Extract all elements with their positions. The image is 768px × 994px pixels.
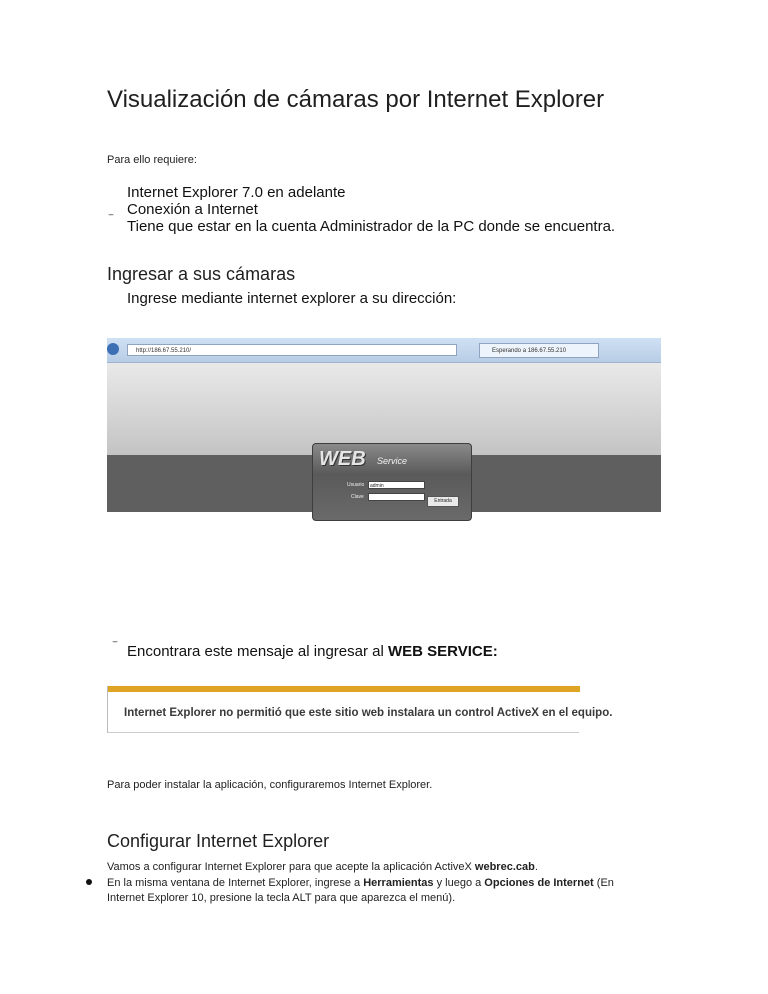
password-label: Clave [351, 494, 364, 500]
install-note: Para poder instalar la aplicación, configuraremos Internet Explorer. [107, 779, 433, 791]
config-line-2-text: y luego a [433, 877, 485, 889]
requirement-item: Internet Explorer 7.0 en adelante [127, 184, 346, 201]
message-line [127, 643, 498, 660]
web-service-logo: WEB [319, 448, 366, 470]
back-icon [107, 343, 119, 355]
config-line-2-text: En la misma ventana de Internet Explorer, ingrese a [107, 877, 364, 889]
browser-toolbar [107, 338, 661, 363]
message-bold: WEB SERVICE: [387, 643, 498, 660]
password-field [368, 493, 425, 501]
browser-screenshot [107, 338, 661, 638]
config-line-2-text: (En [593, 877, 614, 889]
page-title: Visualización de cámaras por Internet Explorer [107, 86, 605, 113]
activex-warning-screenshot [107, 686, 613, 733]
intro-text: Para ello requiere: [107, 154, 197, 166]
config-line-2 [107, 877, 614, 889]
config-line-1 [107, 861, 538, 873]
section-heading-configure: Configurar Internet Explorer [107, 831, 330, 851]
activex-filename: webrec.cab [474, 861, 535, 873]
bullet-marker [86, 879, 92, 885]
config-line-1-end: . [534, 861, 538, 873]
login-button: Entrada [427, 496, 459, 507]
web-service-login-panel [312, 443, 472, 521]
dash-marker: ‾ [109, 213, 113, 227]
web-service-logo-sub: Service [377, 456, 408, 466]
message-prefix: Encontrara este mensaje al ingresar al [127, 643, 388, 660]
user-label: Usuario [347, 482, 365, 488]
page-background [107, 363, 661, 455]
tools-menu-name: Herramientas [363, 877, 434, 889]
address-bar: http://186.67.55.210/ [127, 344, 457, 356]
config-line-3: Internet Explorer 10, presione la tecla ALT para que aparezca el menú). [107, 892, 456, 904]
section-heading-cameras: Ingresar a sus cámaras [107, 264, 296, 284]
requirement-item: Conexión a Internet [127, 201, 258, 218]
user-field: admin [368, 481, 425, 489]
internet-options-name: Opciones de Internet [484, 877, 594, 889]
dash-marker: ‾ [113, 640, 117, 654]
config-line-1-text: Vamos a configurar Internet Explorer para que acepte la aplicación ActiveX [107, 861, 475, 873]
requirement-item: Tiene que estar en la cuenta Administrador de la PC donde se encuentra. [127, 218, 616, 235]
instruction-text: Ingrese mediante internet explorer a su dirección: [127, 290, 457, 307]
warning-accent-bar [108, 686, 580, 692]
activex-warning-text: Internet Explorer no permitió que este sitio web instalara un control ActiveX en el equipo. [124, 707, 613, 719]
browser-tab: Esperando a 186.67.55.210 [479, 343, 599, 358]
